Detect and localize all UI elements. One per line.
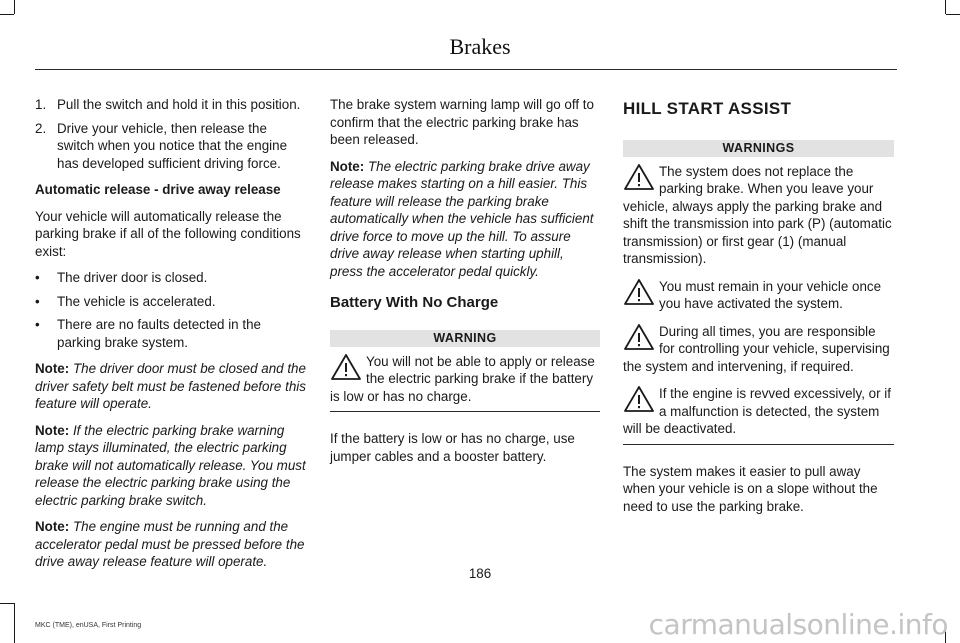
warning-item xyxy=(330,353,600,413)
list-item xyxy=(35,120,307,173)
step-number: 1. xyxy=(35,97,47,112)
paragraph: The system makes it easier to pull away when your vehicle is on a slope without the need to use the parking brake. xyxy=(623,463,878,514)
note-label: Note: xyxy=(35,519,70,534)
paragraph: If the battery is low or has no charge, use jumper cables and a booster battery. xyxy=(330,431,575,464)
warning-item xyxy=(623,163,894,268)
bullet-icon: • xyxy=(35,317,40,332)
warning-text: You must remain in your vehicle once you have activated the system. xyxy=(659,278,882,311)
crop-mark xyxy=(946,14,960,15)
warning-text: If the engine is revved excessively, or if a malfunction is detected, the system will be deactivated. xyxy=(623,386,891,436)
crop-mark xyxy=(0,603,14,604)
note xyxy=(35,422,307,510)
note-text: The driver door must be closed and the driver safety belt must be fastened before this feature will operate. xyxy=(35,361,306,411)
note-text: The electric parking brake drive away release makes starting on a hill easier. This feature will release the parking brake automatically when the vehicle has sufficient drive force to move up the hill. To assure drive away release when starting uphill, press the accelerator pedal quickly. xyxy=(330,158,594,279)
warning-triangle-icon xyxy=(623,385,655,413)
bullet-text: There are no faults detected in the parking brake system. xyxy=(57,317,261,350)
note-text: If the electric parking brake warning lamp stays illuminated, the electric parking brake will not automatically release. You must release the electric parking brake using the electric parking brake switch. xyxy=(35,422,306,508)
note-label: Note: xyxy=(35,361,70,376)
list-item xyxy=(35,269,307,287)
bullet-icon: • xyxy=(35,270,40,285)
warning-item xyxy=(623,385,894,445)
warning-header: WARNING xyxy=(330,330,600,347)
note xyxy=(330,158,600,281)
page-number: 186 xyxy=(468,566,492,581)
warning-item xyxy=(623,323,894,376)
list-item xyxy=(35,293,307,311)
list-item xyxy=(35,316,307,351)
crop-mark xyxy=(0,14,14,15)
warning-text: You will not be able to apply or release the electric parking brake if the battery is low or has no charge. xyxy=(330,353,595,404)
bullet-icon: • xyxy=(35,293,40,309)
warning-triangle-icon xyxy=(623,278,655,306)
subheading: Automatic release - drive away release xyxy=(35,182,281,197)
paragraph: The brake system warning lamp will go off to confirm that the electric parking brake has been released. xyxy=(330,97,594,147)
section-title: Battery With No Charge xyxy=(330,294,499,311)
note xyxy=(35,360,307,413)
bullet-text: The vehicle is accelerated. xyxy=(57,293,216,309)
column-right xyxy=(623,96,894,524)
note-label: Note: xyxy=(330,158,365,174)
crop-mark xyxy=(14,603,15,643)
column-middle xyxy=(330,96,600,474)
step-text: Pull the switch and hold it in this position. xyxy=(57,97,301,112)
warning-triangle-icon xyxy=(623,163,655,191)
warning-triangle-icon xyxy=(623,323,655,351)
warning-text: During all times, you are responsible for controlling your vehicle, supervising the system and intervening, if required. xyxy=(623,323,890,374)
warning-triangle-icon xyxy=(330,353,362,381)
steps-list xyxy=(35,96,307,172)
section-title: HILL START ASSIST xyxy=(623,99,792,118)
conditions-list xyxy=(35,269,307,351)
watermark: carmanualsonline.info xyxy=(648,608,948,641)
step-number: 2. xyxy=(35,120,47,136)
bullet-text: The driver door is closed. xyxy=(57,270,208,285)
column-left xyxy=(35,96,307,580)
note xyxy=(35,518,307,571)
crop-mark xyxy=(945,0,946,14)
step-text: Drive your vehicle, then release the switch when you notice that the engine has developed sufficient driving force. xyxy=(57,120,288,171)
list-item xyxy=(35,96,307,114)
warnings-header: WARNINGS xyxy=(623,140,894,157)
page-title: Brakes xyxy=(449,34,511,59)
header-rule xyxy=(35,69,897,70)
crop-mark xyxy=(14,0,15,14)
footer-text: MKC (TME), enUSA, First Printing xyxy=(35,622,142,629)
warning-item xyxy=(623,278,894,313)
paragraph: Your vehicle will automatically release the parking brake if all of the following conditions exist: xyxy=(35,208,301,259)
warning-text: The system does not replace the parking brake. When you leave your vehicle, always apply the parking brake and shift the transmission into park (P) (automatic transmission) or first gear (1) (manual transmission). xyxy=(623,163,892,266)
note-text: The engine must be running and the accelerator pedal must be pressed before the drive away release feature will operate. xyxy=(35,519,305,569)
note-label: Note: xyxy=(35,422,70,438)
